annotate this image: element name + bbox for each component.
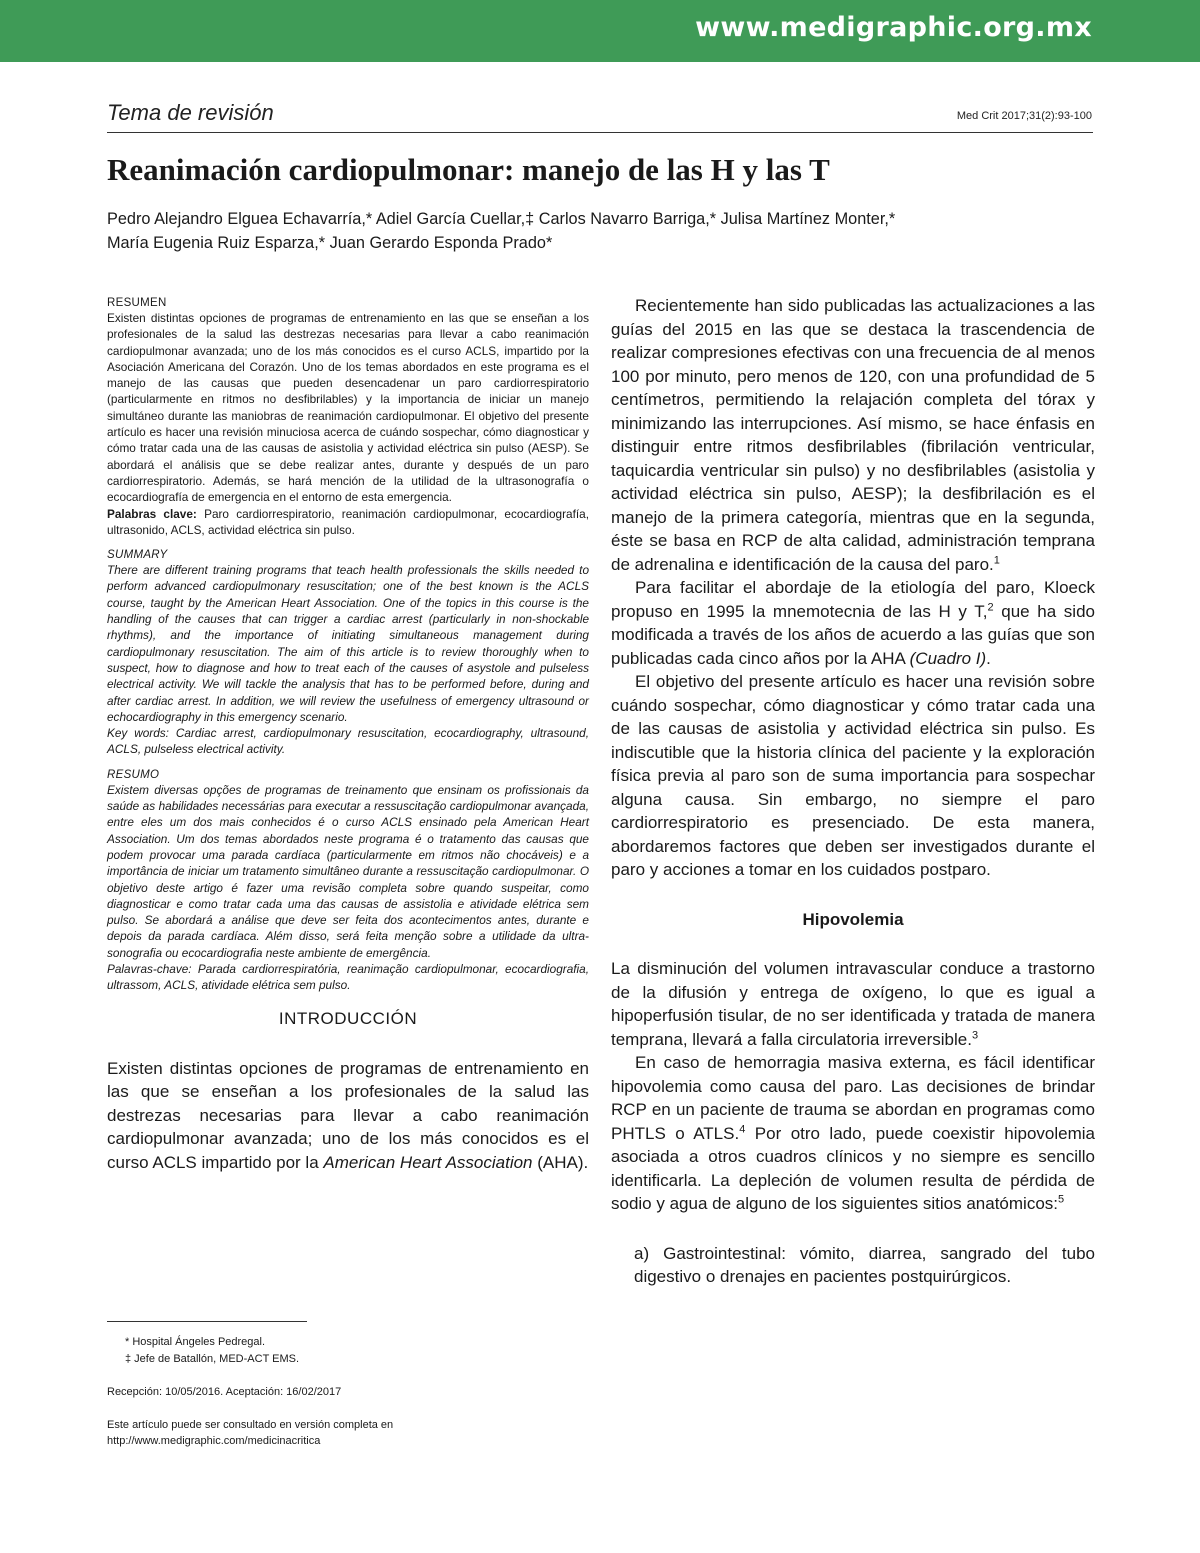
list-item: a) Gastrointestinal: vómito, diarrea, sangrado del tubo digestivo o drenajes en pacientes postquirúrgicos. [634, 1243, 1095, 1286]
section-heading-hipovolemia: Hipovolemia [802, 909, 904, 929]
table-reference[interactable]: (Cuadro I) [909, 648, 987, 668]
abstract-heading: RESUMO [107, 768, 160, 781]
journal-citation: Med Crit 2017;31(2):93-100 [956, 110, 1092, 122]
text-run: El objetivo del presente artículo es hacer una revisión sobre cuándo sospechar, cómo diagnosticar y cómo tratar cada una de las causas de asistolia y actividad eléctrica sin pulso. Es indiscutible que la historia clínica del paciente y la exploración física previa al paro son de suma importancia para sospechar alguna causa. Sin embargo, no siempre el paro cardiorrespiratorio es presenciado. De esta manera, abordaremos factores que deben ser investigados durante el paro y acciones a tomar en los cuidados postparo. [611, 672, 1095, 879]
reference-marker[interactable]: 4 [739, 1122, 746, 1135]
abstract-heading: SUMMARY [107, 549, 168, 562]
text-run: En caso de hemorragia masiva externa, es fácil identificar hipovolemia como causa del paro. Las decisiones de brindar RCP en un paciente de trauma se abordan en programas como PHTLS o ATLS. [611, 1053, 1095, 1143]
site-banner [0, 0, 1200, 62]
paragraph [611, 294, 1095, 576]
keywords-text: Paro cardiorrespiratorio, reanimación cardiopulmonar, ecocardiografía, ultrasonido, ACLS, actividad eléctrica sin pulso. [107, 506, 589, 537]
online-version-note [107, 1417, 589, 1449]
online-version-link[interactable]: http://www.medigraphic.com/medicinacritica [107, 1435, 321, 1447]
reference-marker[interactable]: 2 [987, 600, 994, 613]
article-title: Reanimación cardiopulmonar: manejo de las H y las T [107, 152, 830, 187]
paragraph [611, 957, 1095, 1051]
abstract-heading: RESUMEN [107, 297, 167, 309]
footnote-affiliation-2: ‡ Jefe de Batallón, MED-ACT EMS. [125, 1353, 300, 1365]
online-version-text: Este artículo puede ser consultado en versión completa en [107, 1419, 394, 1431]
abstract-spanish [107, 296, 589, 538]
paragraph [611, 1051, 1095, 1216]
text-run: Por otro lado, puede coexistir hipovolemia asociada a otros cuadros clínicos y no siempre es sencillo identificarla. La depleción de volumen resulta de pérdida de sodio y agua de alguno de los siguientes sitios anatómicos: [611, 1123, 1096, 1213]
section-heading-introduction: INTRODUCCIÓN [278, 1008, 418, 1028]
introduction-body [107, 1057, 589, 1175]
left-column [107, 296, 589, 1174]
text-run: . [986, 648, 991, 668]
paragraph [611, 576, 1095, 670]
section-label: Tema de revisión [107, 100, 274, 125]
authors-line-2: María Eugenia Ruiz Esparza,* Juan Gerardo Esponda Prado* [107, 234, 553, 252]
abstract-text: There are different training programs that teach health professionals the skills needed to perform advanced cardiopulmonary resuscitation; one of the best known is the ACLS course, taught by the American Heart Association. One of the topics in this course is the handling of the causes that can trigger a cardiac arrest (particularly in non-shockable rhythms), and the importance of initiating simultaneous management during cardiopulmonary resuscitation. The aim of this article is to review thoroughly when to suspect, how to diagnose and how to treat each of the causes of asystole and pulseless electrical activity. We will tackle the analysis that has to be performed before, during and after cardiac arrest. In addition, we will review the usefulness of emergency ultrasound or echocardiography in this emergency scenario. [107, 563, 589, 724]
footnotes [107, 1321, 589, 1449]
text-run-italic: American Heart Association [323, 1152, 533, 1172]
right-column [611, 294, 1095, 1289]
footnote-affiliation-1: * Hospital Ángeles Pedregal. [125, 1336, 266, 1348]
header-divider [107, 132, 1093, 133]
abstract-english [107, 548, 589, 758]
text-run: Recientemente han sido publicadas las actualizaciones a las guías del 2015 en las que se destaca la trascendencia de realizar compresiones efectivas con una frecuencia de al menos 100 por minuto, pero menos de 120, con una profundidad de 5 centímetros, permitiendo la relajación completa del tórax y minimizando las interrupciones. Así mismo, se hace énfasis en distinguir entre ritmos desfibrilables (fibrilación ventricular, taquicardia ventricular sin pulso) y no desfibrilables (asistolia y actividad eléctrica sin pulso, AESP); la desfibrilación es el manejo de la primera categoría, mientras que en la segunda, éste se basa en RCP de alta calidad, administración temprana de adrenalina e identificación de la causa del paro. [611, 296, 1095, 574]
abstract-text: Existem diversas opções de programas de treinamento que ensinam os profissionais da saúde as habilidades necessárias para executar a ressuscitação cardiopulmonar avançada, entre eles um dos mais conhecidos é o curso ACLS ensinado pela American Heart Association. Um dos temas abordados neste programa é o tratamento das causas que podem provocar uma parada cardíaca (particularmente em ritmos não chocáveis) e a importância de iniciar um tratamento simultâneo durante a ressuscitação cardiopulmonar. O objetivo deste artigo é fazer uma revisão completa sobre quando suspeitar, como diagnosticar e como tratar cada uma das causas de assistolia e atividade elétrica sem pulso. Se abordará a análise que deve ser feita dos acontecimentos antes, durante e depois da parada cardíaca. Além disso, será feita menção sobre a utilidade da ultra-sonografia ou ecocardiografia neste ambiente de emergência. [107, 782, 589, 960]
reference-marker[interactable]: 5 [1058, 1193, 1065, 1206]
text-run: Existen distintas opciones de programas de entrenamiento en las que se enseñan a los profesionales de la salud las destrezas necesarias para llevar a cabo reanimación cardiopulmonar avanzada; uno de los más conocidos es el curso ACLS impartido por la [107, 1058, 589, 1172]
paragraph [107, 1057, 589, 1175]
abstract-text: Existen distintas opciones de programas de entrenamiento en las que se enseñan a los profesionales de la salud las destrezas necesarias para llevar a cabo reanimación cardiopulmonar avanzada; uno de los más conocidos es el curso ACLS, impartido por la Asociación Americana del Corazón. Uno de los temas abordados en este programa es el manejo de las causas que pueden desencadenar un paro cardiorrespiratorio (particularmente en ritmos no desfibrilables) y la importancia de iniciar un manejo simultáneo durante las maniobras de reanimación cardiopulmonar. El objetivo del presente artículo es hacer una revisión minuciosa acerca de cuándo sospechar, cómo diagnosticar y cómo tratar cada una de las causas de asistolia y actividad eléctrica sin pulso (AESP). Se abordará el análisis que se debe realizar antes, durante y después de un paro cardiorrespiratorio. Además, se hará mención de la utilidad de la ultrasonografía o ecocardiografía de emergencia en el entorno de esta emergencia. [107, 311, 589, 505]
text-run: Para facilitar el abordaje de la etiología del paro, Kloeck propuso en 1995 la mnemotecnia de las H y T, [611, 578, 1095, 621]
keywords-label: Palabras clave: [107, 506, 197, 521]
text-run: (AHA). [532, 1152, 589, 1172]
footnote-divider [107, 1321, 307, 1322]
author-list [107, 207, 1097, 255]
paragraph [611, 670, 1095, 882]
reference-marker[interactable]: 1 [993, 553, 1000, 566]
reference-marker[interactable]: 3 [971, 1028, 979, 1041]
site-url[interactable]: www.medigraphic.org.mx [695, 12, 1092, 43]
abstract-keywords [107, 506, 589, 539]
text-run: que ha sido modificada a través de los años de acuerdo a las guías que son publicadas cada cinco años por la AHA [611, 601, 1095, 668]
abstract-keywords: Key words: Cardiac arrest, cardiopulmonary resuscitation, ecocardiography, ultrasound, ACLS, pulseless electrical activity. [107, 726, 589, 757]
text-run: La disminución del volumen intravascular conduce a trastorno de la difusión y entrega de oxígeno, lo que es igual a hipoperfusión tisular, de no ser identificada y tratada de manera temprana, llevará a falla circulatoria irreversible. [611, 959, 1095, 1049]
authors-line-1: Pedro Alejandro Elguea Echavarría,* Adiel García Cuellar,‡ Carlos Navarro Barriga,* Julisa Martínez Monter,* [107, 210, 896, 228]
abstract-portuguese [107, 768, 589, 994]
abstract-keywords: Palavras-chave: Parada cardiorrespiratória, reanimação cardiopulmonar, ecocardiografia, ultrassom, ACLS, atividade elétrica sem pulso. [107, 961, 589, 993]
received-accepted-dates: Recepción: 10/05/2016. Aceptación: 16/02/2017 [107, 1386, 342, 1398]
